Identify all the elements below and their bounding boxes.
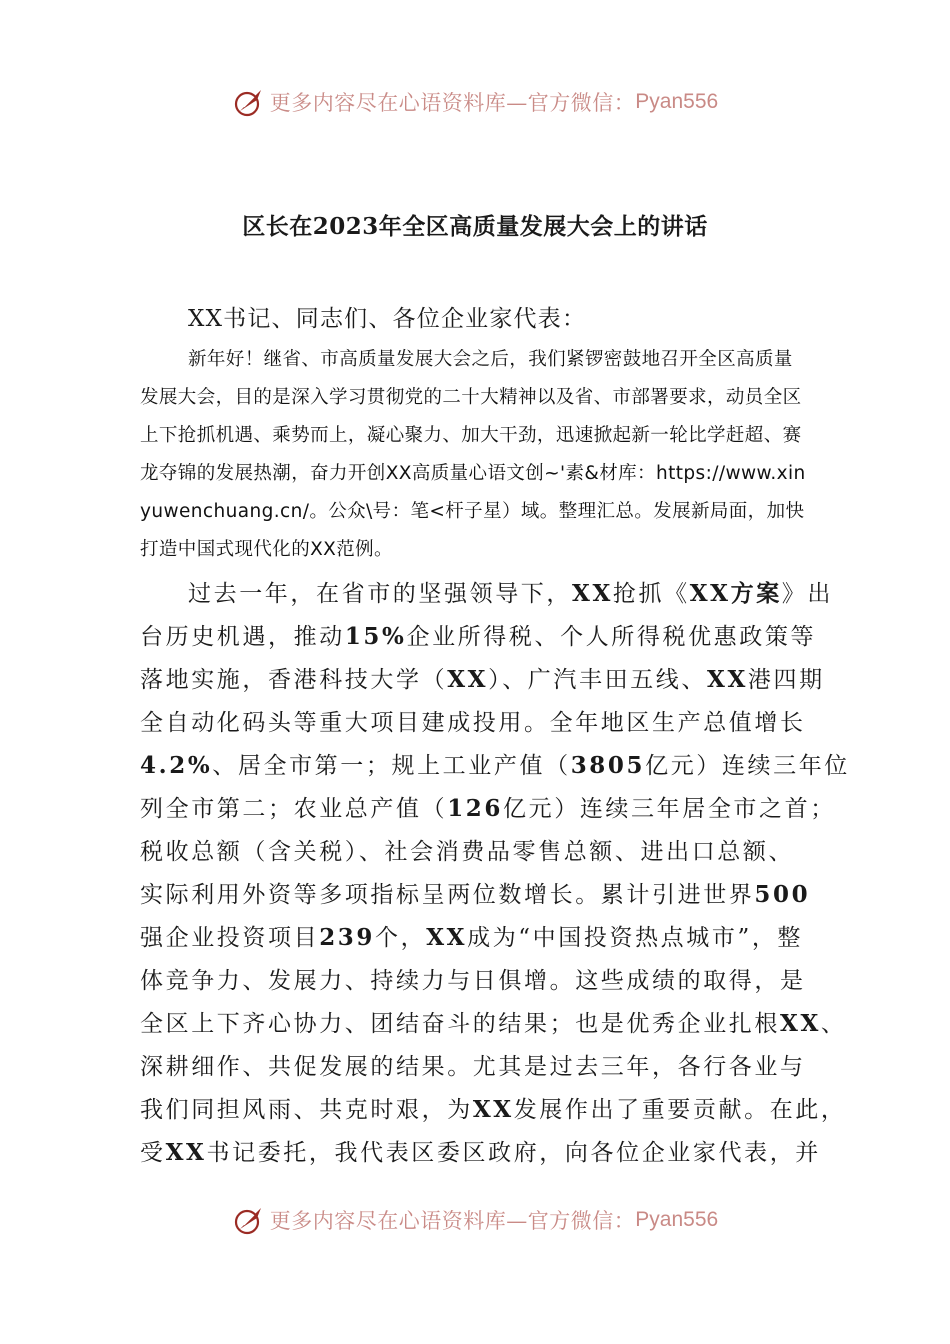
watermark-text: 更多内容尽在心语资料库—官方微信：: [269, 1209, 636, 1233]
para2-line: 4.2%、居全市第一；规上工业产值（3805亿元）连续三年位: [140, 752, 850, 779]
quill-logo-icon: [232, 1203, 266, 1237]
para2-line: 台历史机遇，推动15%企业所得税、个人所得税优惠政策等: [140, 623, 817, 650]
para2-line: 落地实施，香港科技大学（XX）、广汽丰田五线、XX港四期: [140, 666, 825, 693]
para2-line: 深耕细作、共促发展的结果。尤其是过去三年，各行各业与: [140, 1054, 806, 1080]
para2-line: 体竞争力、发展力、持续力与日俱增。这些成绩的取得，是: [140, 968, 806, 994]
para1-line: 打造中国式现代化的XX范例。: [140, 539, 393, 560]
para2-line: 全自动化码头等重大项目建成投用。全年地区生产总值增长: [140, 710, 806, 736]
para2-line: 强企业投资项目239个，XX成为“中国投资热点城市”，整: [140, 924, 804, 951]
para1-line: yuwenchuang.cn/。公众\号：笔<杆子星）域。整理汇总。发展新局面，加快: [140, 501, 805, 522]
para1-line: 龙夺锦的发展热潮，奋力开创XX高质量心语文创~'素&材库：https://www.xin: [140, 463, 806, 484]
watermark-banner-bottom: [0, 1198, 950, 1242]
para1-line: 发展大会，目的是深入学习贯彻党的二十大精神以及省、市部署要求，动员全区: [140, 387, 802, 408]
page-title: 区长在2023年全区高质量发展大会上的讲话: [242, 213, 708, 240]
watermark-banner-top: [0, 80, 950, 124]
para2-line: 过去一年，在省市的坚强领导下，XX抢抓《XX方案》出: [188, 580, 833, 607]
para1-line: 新年好！继省、市高质量发展大会之后，我们紧锣密鼓地召开全区高质量: [188, 349, 793, 370]
watermark-id: Pyan556: [635, 90, 719, 113]
watermark-text: 更多内容尽在心语资料库—官方微信：: [269, 91, 636, 115]
salutation: XX书记、同志们、各位企业家代表：: [188, 306, 587, 332]
para2-line: 我们同担风雨、共克时艰，为XX发展作出了重要贡献。在此，: [140, 1096, 847, 1123]
para2-line: 列全市第二；农业总产值（126亿元）连续三年居全市之首；: [140, 795, 836, 822]
quill-logo-icon: [232, 85, 266, 119]
para2-line: 税收总额（含关税）、社会消费品零售总额、进出口总额、: [140, 839, 795, 865]
para2-line: 受XX书记委托，我代表区委区政府，向各位企业家代表，并: [140, 1139, 821, 1166]
watermark-id: Pyan556: [635, 1208, 719, 1231]
para2-line: 全区上下齐心协力、团结奋斗的结果；也是优秀企业扎根XX、: [140, 1010, 847, 1037]
para2-line: 实际利用外资等多项指标呈两位数增长。累计引进世界500: [140, 881, 811, 908]
para1-line: 上下抢抓机遇、乘势而上，凝心聚力、加大干劲，迅速掀起新一轮比学赶超、赛: [140, 425, 802, 446]
